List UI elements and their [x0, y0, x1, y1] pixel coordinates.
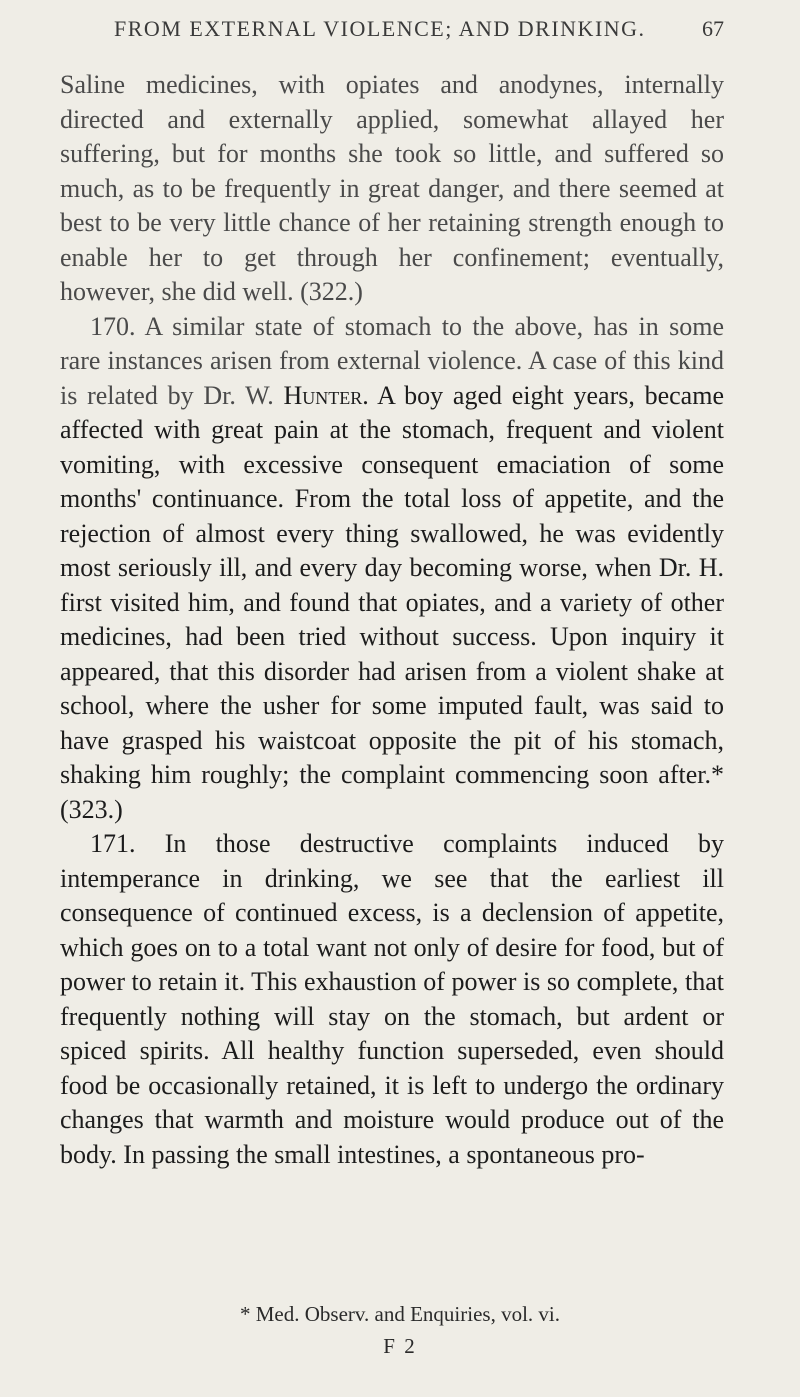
body-text	[60, 68, 724, 1172]
paragraph-text: A similar state of stomach to the above, has in some rare instances arisen from external violence. A case of this kind is related by Dr. W.	[60, 311, 724, 410]
running-head	[114, 16, 724, 42]
page-number: 67	[702, 16, 724, 41]
paragraph-170	[60, 310, 724, 828]
paragraph-text: . A boy aged eight years, became affected with great pain at the stomach, frequent and violent vomiting, with excessive consequent emaciation of some months' continuance. From the total loss of appetite, and the rejection of almost every thing swallowed, he was evidently most seriously ill, and every day becoming worse, when Dr. H. first visited him, and found that opiates, and a variety of other medicines, had been tried without success. Upon inquiry it appeared, that this disorder had arisen from a violent shake at school, where the usher for some imputed fault, was said to have grasped his waistcoat opposite the pit of his stomach, shaking him roughly; the complaint commencing soon after.* (323.)	[60, 380, 724, 824]
running-head-title: FROM EXTERNAL VIOLENCE; AND DRINKING.	[114, 16, 646, 41]
paragraph-number: 171.	[90, 829, 136, 858]
paragraph-text: In those destructive complaints induced by intemperance in drinking, we see that the earliest ill consequence of continued excess, is a declension of appetite, which goes on to a total want not only of desire for food, but of power to retain it. This exhaustion of power is so complete, that frequently nothing will stay on the stomach, but ardent or spiced spirits. All healthy function superseded, even should food be occasionally retained, it is left to undergo the ordinary changes that warmth and moisture would produce out of the body. In passing the small intestines, a spontaneous pro-	[60, 829, 724, 1169]
paragraph-continuation: Saline medicines, with opiates and anodynes, internally directed and externally applied, somewhat allayed her suffering, but for months she took so little, and suffered so much, as to be frequently in great danger, and there seemed at best to be very little chance of her retaining strength enough to enable her to get through her confinement; eventually, however, she did well. (322.)	[60, 70, 724, 306]
author-name: Hunter	[283, 380, 363, 410]
signature-mark: F 2	[383, 1334, 417, 1358]
paragraph-number: 170.	[90, 311, 136, 341]
paragraph-171	[60, 827, 724, 1172]
footnote: * Med. Observ. and Enquiries, vol. vi.	[239, 1302, 560, 1326]
